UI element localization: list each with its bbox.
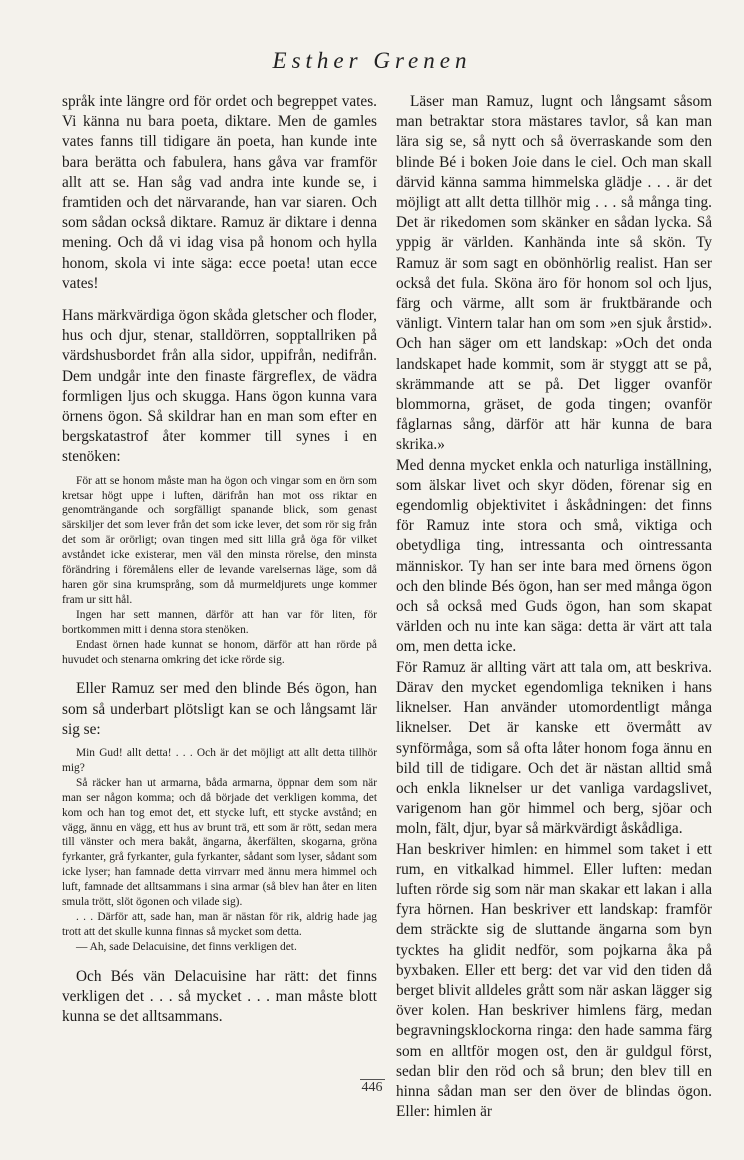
block-quote: Endast örnen hade kunnat se honom, därför att han rörde på huvudet och stenarna omkring det icke rörde sig. bbox=[62, 638, 377, 666]
page-number bbox=[0, 1080, 744, 1096]
page-number-text: 446 bbox=[361, 1080, 383, 1095]
block-quote: Ingen har sett mannen, därför att han var för liten, för bortkommen mitt i denna stora stenöken. bbox=[62, 608, 377, 636]
running-header: Esther Grenen bbox=[272, 48, 472, 73]
paragraph: Med denna mycket enkla och naturliga inställning, som älskar livet och skyr döden, förenar sig en egendomlig objektivitet i åskådningen: det finns för Ramuz inte stora och små, viktiga och obetydliga ting, intressanta och ointressanta människor. Ty han ser inte bara med örnens ögon och den blinde Bés ögon, han ser med många ögon och så också med Guds ögon, han som skapat världen och nu inte kan säga: detta är värt att tala om, men detta icke. bbox=[396, 456, 712, 656]
right-column bbox=[396, 92, 712, 1122]
block-quote: För att se honom måste man ha ögon och vingar som en örn som kretsar högt uppe i luften, därifrån han mot oss riktar en genomträngande och sorgfälligt spanande blick, som genast särskiljer det som lever från det som icke lever, det som rör sig från det som är orörligt; ovan tingen med sitt lilla grå öga för vilket avståndet icke existerar, men väl den minsta rörelse, den minsta förändring i föremålens eller de levande varelsernas läge, som då haren gör sina krumsprång, som då murmeldjurets unge kommer fram ur sitt hål. bbox=[62, 474, 377, 606]
paragraph: Läser man Ramuz, lugnt och långsamt såsom man betraktar stora mästares tavlor, så kan man lära sig se, så nytt och så överraskande som den blinde Bé i boken Joie dans le ciel. Och man skall därvid känna samma himmelska glädje . . . är det möjligt att allt detta tillhör mig . . . så många ting. Det är rikedomen som skänker en sådan lycka. Så yppig är världen. Kanhända inte så skön. Ty Ramuz är som sagt en obönhörlig realist. Han ser också det fula. Sköna äro för honom sol och ljus, färg och värme, allt som är fruktbärande och vänligt. Vintern talar han om som »en sjuk årstid». Och han säger om ett landskap: »Och det onda landskapet hade kommit, som är styggt att se på, skrämmande att se på. Det ligger ovanför blommorna, gräset, de goda tingen; ovanför fåglarnas sång, därför att här kunna de bara skrika.» bbox=[396, 93, 712, 454]
left-column bbox=[62, 92, 377, 1027]
paragraph: Eller Ramuz ser med den blinde Bés ögon, han som så underbart plötsligt kan se och långsamt lär sig se: bbox=[62, 680, 377, 738]
paragraph: Han beskriver himlen: en himmel som taket i ett rum, en vitkalkad himmel. Eller luften: medan luften rörde sig som när man skakar ett lakan i alla fyra hörnen. Han beskriver ett landskap: framför dem sträckte sig de sluttande ängarna som byn tycktes ha glidit nedför, som pojkarna åka på byxbaken. Eller ett berg: det var vid den tiden då berget blivit alldeles grått som när askan lägger sig över kolen. Han beskriver himlens färg, medan begravningsklockorna ringa: den hade samma färg som en alltför mogen ost, den är guldgul först, sedan blir den röd och så brun; den blev till en hinna sådan man ser den över de blindas ögon. Eller: himlen är bbox=[396, 840, 712, 1121]
paragraph: språk inte längre ord för ordet och begreppet vates. Vi känna nu bara poeta, diktare. Men de gamles vates fanns till tidigare än poeta, han kunde inte bara berätta och fabulera, hans gåva var framför allt att se. Han såg vad andra inte kunde se, i framtiden och det närvarande, han var siaren. Och som sådan också diktare. Ramuz är diktare i denna mening. Och då vi idag visa på honom och hylla honom, skola vi inte säga: ecce poeta! utan ecce vates! bbox=[62, 93, 377, 292]
paragraph: Och Bés vän Delacuisine har rätt: det finns verkligen det . . . så mycket . . . man måste blott kunna se det alltsammans. bbox=[62, 967, 377, 1026]
block-quote: — Ah, sade Delacuisine, det finns verkligen det. bbox=[76, 940, 297, 953]
block-quote: . . . Därför att, sade han, man är nästan för rik, aldrig hade jag trott att det skulle kunna finnas så mycket som detta. bbox=[62, 911, 377, 938]
paragraph: Hans märkvärdiga ögon skåda gletscher och floder, hus och djur, stenar, stalldörren, sopptallriken på värdshusbordet från alla sidor, uppifrån, nedifrån. Dem undgår inte den finaste färgreflex, de vädra formligen ljus och skugga. Hans ögon kunna vara örnens ögon. Så skildrar han en man som efter en bergskatastrof åter kommer till synes i en stenöken: bbox=[62, 307, 377, 466]
block-quote: Så räcker han ut armarna, båda armarna, öppnar dem som när man ser någon komma; och då började det verkligen komma, det kom och han tog emot det, ett stycke luft, ett stycke avstånd; en vägg, ännu en vägg, ett hus av brunt trä, ett som är rött, sedan mera till vänster och mera bakåt, ängarna, åkerfälten, skogarna, gröna fyrkanter, grå fyrkanter, gula fyrkanter, sådant som lyser, sådant som icke lyser; han famnade detta virrvarr med ännu mera himmel och luft, famnade det alltsammans i sina armar (så blev han åter en liten smula trött, slöt ögonen och vilade sig). bbox=[62, 776, 377, 909]
paragraph: För Ramuz är allting värt att tala om, att beskriva. Därav den mycket egendomliga tekniken i hans liknelser. Han använder utomordentligt många liknelser. Det är kanske ett övermått av synförmåga, som så ofta låter honom foga ännu en bild till de tidigare. Och det är nästan alltid små och enkla liknelser ur det vanliga vardagslivet, varigenom han gör himmel och berg, sjöar och moln, fält, djur, byar så märkvärdigt åskådliga. bbox=[396, 658, 712, 838]
block-quote: Min Gud! allt detta! . . . Och är det möjligt att allt detta tillhör mig? bbox=[62, 747, 377, 774]
